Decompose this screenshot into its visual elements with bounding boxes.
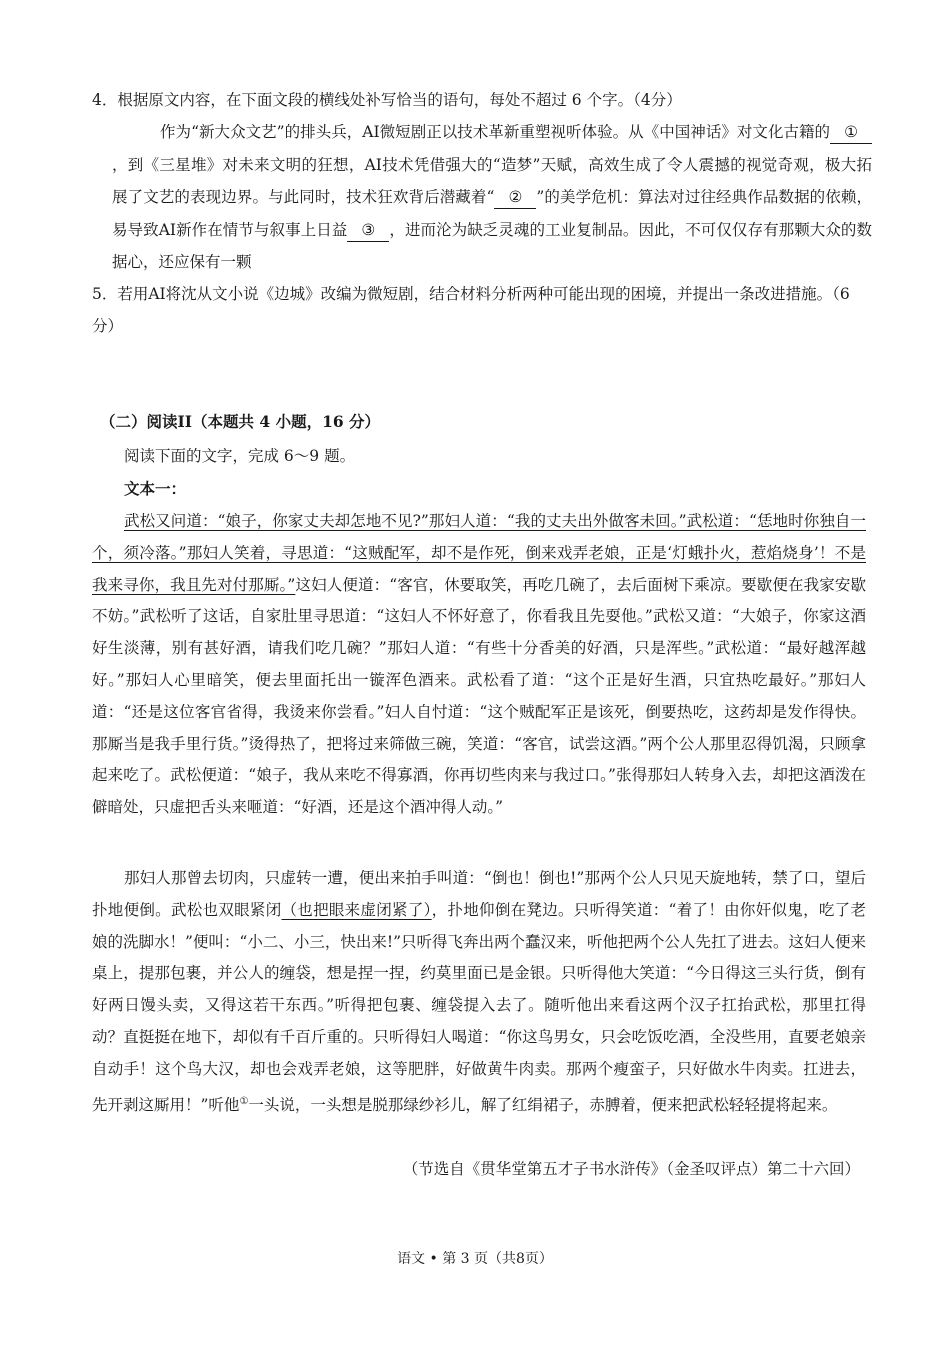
section-title: （二）阅读II（本题共 4 小题，16 分） <box>100 412 381 431</box>
q4-text-b: ，到《三星堆》对未来文明的狂想，AI技术凭借强大的“造梦”天赋，高效生成了令人震撼的视觉奇观，极大拓展了文艺的表现边界。与此同时，技术狂欢背后潜藏着“ <box>112 155 872 206</box>
text-label: 文本一： <box>124 479 187 498</box>
question-4-passage <box>112 116 872 279</box>
passage-paragraph-1 <box>92 506 866 824</box>
underlined-annotation: （也把眼来虚闭紧了） <box>281 900 432 919</box>
passage-source: （节选自《贯华堂第五才子书水浒传》（金圣叹评点）第二十六回） <box>402 1160 860 1178</box>
footnote-marker: ① <box>239 1095 249 1107</box>
blank-1: ① <box>830 121 872 144</box>
passage-paragraph-2 <box>92 863 866 1121</box>
question-4-stem: 4．根据原文内容，在下面文段的横线处补写恰当的语句，每处不超过 6 个字。（4分） <box>92 91 682 109</box>
passage-p2-c: 一头说，一头想是脱那绿纱衫儿，解了红绢裙子，赤膊着，便来把武松轻轻提将起来。 <box>248 1095 838 1114</box>
passage-p2-b: ，扑地仰倒在凳边。只听得笑道：“着了！由你奸似鬼，吃了老娘的洗脚水！”便叫：“小二、小三，快出来!”只听得飞奔出两个蠢汉来，听他把两个公人先扛了进去。这妇人便来桌上，提那包裹，并公人的缠袋，想是捏一捏，约莫里面已是金银。只听得他大笑道：“今日得这三头行货，倒有好两日馒头卖，又得这若干东西。”听得把包裹、缠袋提入去了。随听他出来看这两个汉子扛抬武松，那里扛得动？直挺挺在地下，却似有千百斤重的。只听得妇人喝道：“你这鸟男女，只会吃饭吃酒，全没些用，直要老娘亲自动手！这个鸟大汉，却也会戏弄老娘，这等肥胖，好做黄牛肉卖。那两个瘦蛮子，只好做水牛肉卖。扛进去，先开剥这厮用！”听他 <box>92 900 867 1114</box>
q4-text-a: 作为“新大众文艺”的排头兵，AI微短剧正以技术革新重塑视听体验。从《中国神话》对文化古籍的 <box>160 123 831 141</box>
q4-text-c: ”的美学危机：算法对过往经典作品数据的依赖，易导致AI新作在情节与叙事上日益 <box>112 188 872 239</box>
q4-text-d: ，进而沦为缺乏灵魂的工业复制品。因此，不可仅仅存有那颗大众的数据心，还应保有一颗 <box>112 220 872 271</box>
passage-p1-rest: 这妇人便道：“客官，休要取笑，再吃几碗了，去后面树下乘凉。要歇便在我家安歇不妨。”武松听了这话，自家肚里寻思道：“这妇人不怀好意了，你看我且先耍他。”武松又道：“大娘子，你家这酒好生淡薄，别有甚好酒，请我们吃几碗？”那妇人道：“有些十分香美的好酒，只是浑些。”武松道：“最好越浑越好。”那妇人心里暗笑，便去里面托出一镟浑色酒来。武松看了道：“这个正是好生酒，只宜热吃最好。”那妇人道：“还是这位客官省得，我烫来你尝看。”妇人自忖道：“这个贼配军正是该死，倒要热吃，这药却是发作得快。那厮当是我手里行货。”烫得热了，把将过来筛做三碗，笑道：“客官，试尝这酒。”两个公人那里忍得饥渴，只顾拿起来吃了。武松便道：“娘子，我从来吃不得寡酒，你再切些肉来与我过口。”张得那妇人转身入去，却把这酒泼在僻暗处，只虚把舌头来咂道：“好酒，还是这个酒冲得人动。” <box>92 575 866 817</box>
question-5-stem: 5．若用AI将沈从文小说《边城》改编为微短剧，结合材料分析两种可能出现的困境，并提出一条改进措施。（6分） <box>92 285 850 335</box>
passage-p2-a: 那妇人那曾去切肉，只虚转一遭，便出来拍手叫道：“倒也！倒也!”那两个公人只见天旋地转，禁了口，望后扑地便倒。武松也双眼紧闭 <box>92 869 866 919</box>
page-footer: 语文 • 第 3 页（共8页） <box>397 1251 553 1267</box>
underlined-passage: 武松又问道：“娘子，你家丈夫却怎地不见?”那妇人道：“我的丈夫出外做客未回。”武松道：“恁地时你独自一个，须冷落。”那妇人笑着，寻思道：“这贼配军，却不是作死，倒来戏弄老娘，正是‘灯蛾扑火，惹焰烧身’！不是我来寻你，我且先对付那厮。” <box>92 512 866 594</box>
blank-2: ② <box>494 186 536 209</box>
section-instruction: 阅读下面的文字，完成 6～9 题。 <box>124 447 356 465</box>
blank-3: ③ <box>347 219 389 242</box>
